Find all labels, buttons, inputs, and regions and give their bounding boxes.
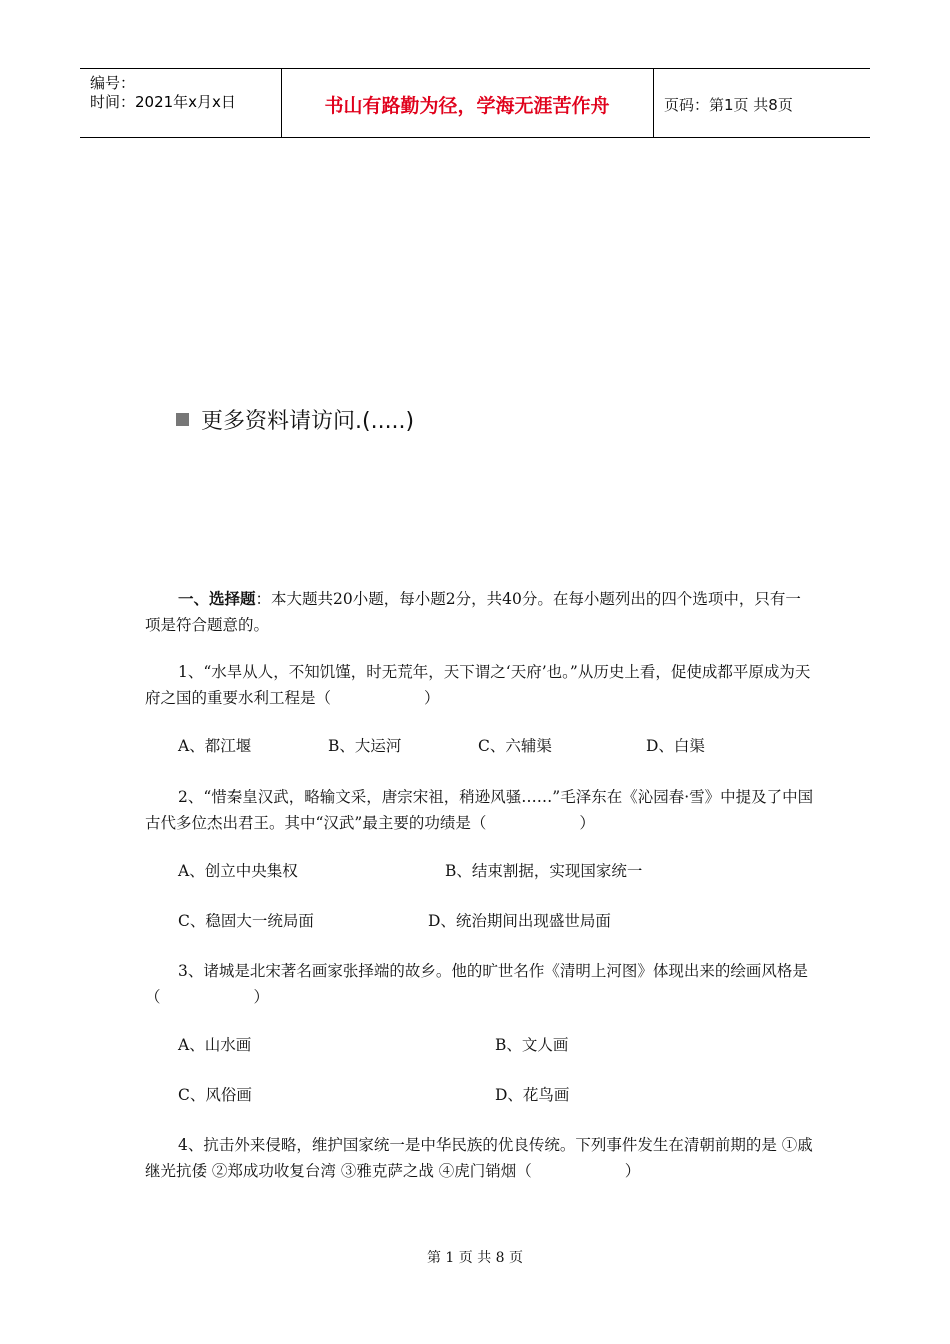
question-3-option-d[interactable]: D、花鸟画	[495, 1086, 570, 1104]
question-1-option-b[interactable]: B、大运河	[328, 737, 402, 755]
header-table	[80, 68, 870, 138]
question-3-option-b[interactable]: B、文人画	[495, 1036, 569, 1054]
header-right-cell	[654, 69, 870, 137]
question-2: 2、“惜秦皇汉武，略输文采，唐宗宋祖，稍逊风骚……”毛泽东在《沁园春·雪》中提及了中国古代多位杰出君王。其中“汉武”最主要的功绩是（ ）	[145, 788, 814, 832]
page-footer: 第 1 页 共 8 页	[426, 1250, 524, 1266]
header-middle-cell	[281, 69, 654, 137]
question-2-option-b[interactable]: B、结束割据，实现国家统一	[445, 862, 643, 880]
section-heading: 一、选择题	[178, 589, 256, 608]
time-label: 时间：2021年x月x日	[90, 93, 236, 111]
question-3-option-c[interactable]: C、风俗画	[178, 1086, 252, 1104]
motto: 书山有路勤为径，学海无涯苦作舟	[324, 95, 610, 117]
header-left-cell	[80, 69, 282, 137]
question-1-option-a[interactable]: A、都江堰	[178, 737, 252, 755]
more-resources-line[interactable]	[176, 404, 414, 435]
question-1: 1、“水旱从人，不知饥馑，时无荒年，天下谓之‘天府’也。”从历史上看，促使成都平原成为天府之国的重要水利工程是（ ）	[145, 663, 811, 707]
question-2-option-a[interactable]: A、创立中央集权	[178, 862, 298, 880]
question-4: 4、抗击外来侵略，维护国家统一是中华民族的优良传统。下列事件发生在清朝前期的是 ①戚继光抗倭 ②郑成功收复台湾 ③雅克萨之战 ④虎门销烟（ ）	[145, 1136, 813, 1180]
square-bullet-icon	[176, 413, 189, 426]
more-resources-text: 更多资料请访问.(.....)	[201, 409, 415, 434]
code-label: 编号：	[90, 74, 136, 92]
question-1-option-c[interactable]: C、六辅渠	[478, 737, 552, 755]
question-2-option-d[interactable]: D、统治期间出现盛世局面	[428, 912, 611, 930]
section-intro	[145, 586, 815, 638]
section-instructions: ：本大题共20小题，每小题2分，共40分。在每小题列出的四个选项中，只有一项是符合题意的。	[145, 590, 801, 634]
question-3: 3、诸城是北宋著名画家张择端的故乡。他的旷世名作《清明上河图》体现出来的绘画风格是（ ）	[145, 962, 808, 1006]
question-1-option-d[interactable]: D、白渠	[646, 737, 705, 755]
page-info: 页码：第1页 共8页	[664, 96, 793, 114]
question-2-option-c[interactable]: C、稳固大一统局面	[178, 912, 314, 930]
question-3-option-a[interactable]: A、山水画	[178, 1036, 252, 1054]
